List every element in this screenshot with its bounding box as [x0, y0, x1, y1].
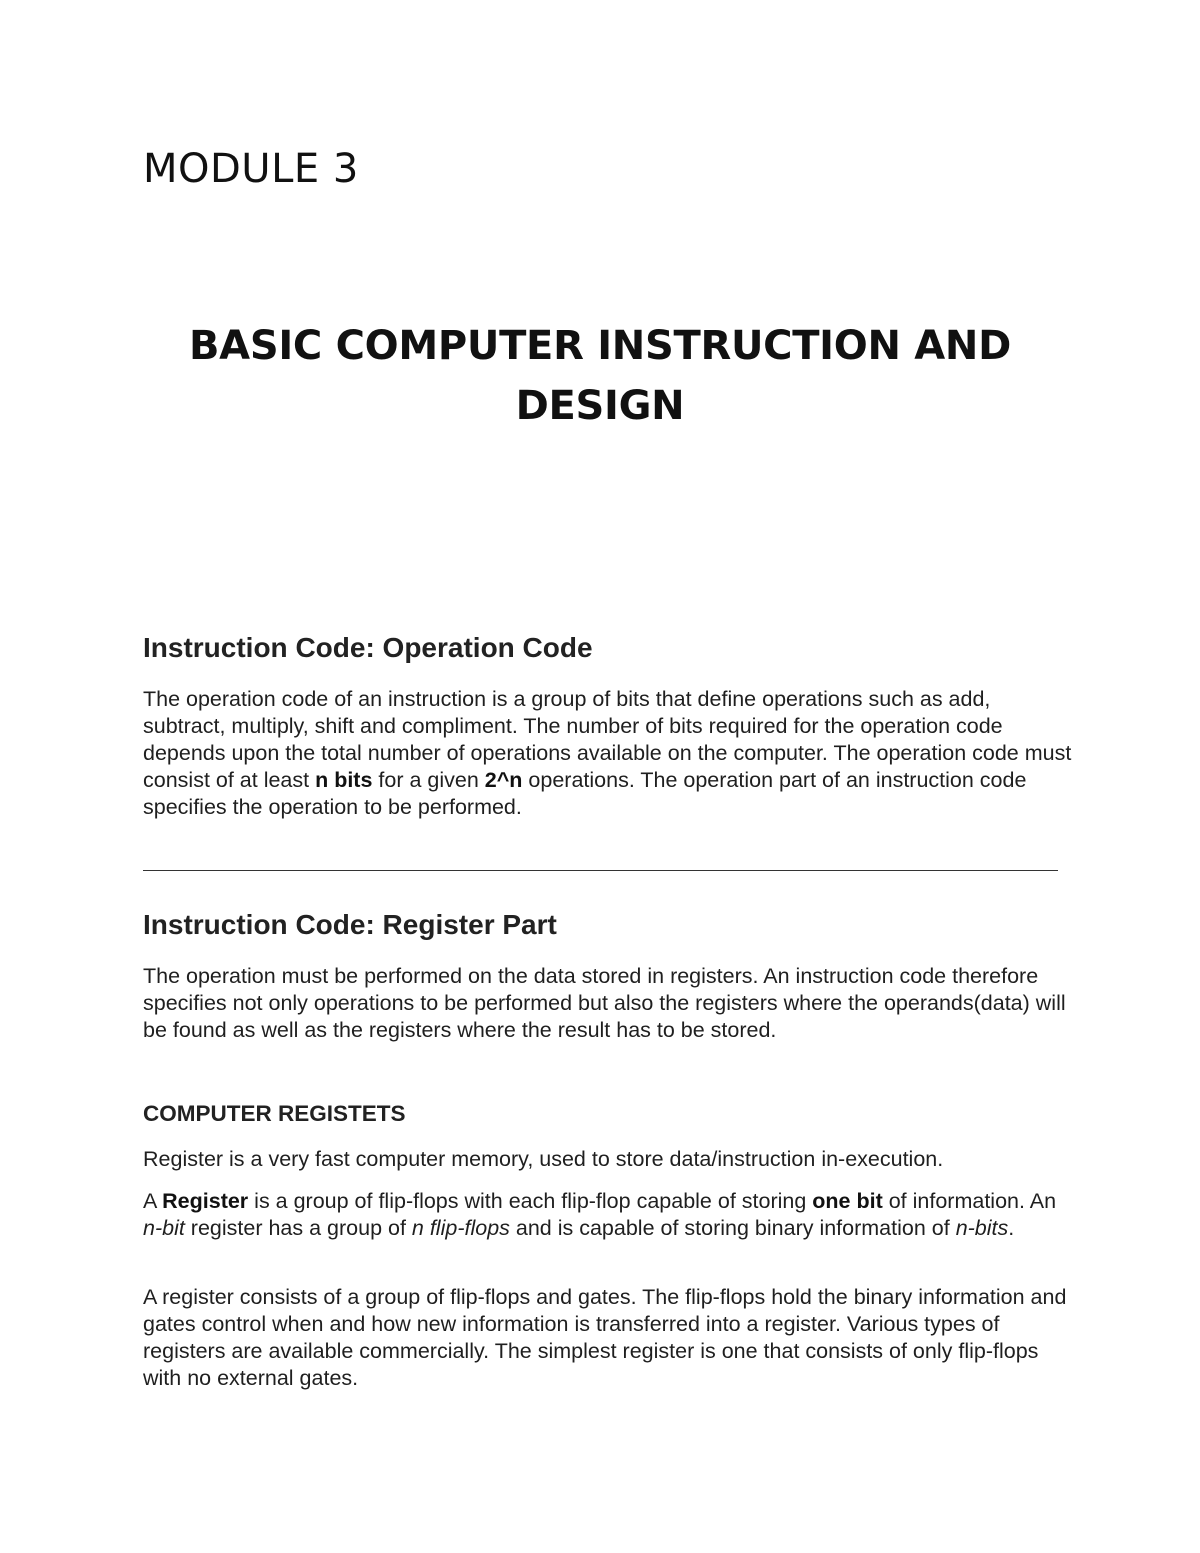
- italic-term-n-bit: n-bit: [143, 1216, 185, 1240]
- section-heading-computer-registers: COMPUTER REGISTETS: [143, 1101, 406, 1126]
- module-title: MODULE 3: [143, 146, 359, 192]
- bold-term-n-bits: n bits: [315, 768, 373, 792]
- main-title: [140, 316, 1060, 436]
- paragraph-register-part: The operation must be performed on the data stored in registers. An instruction code therefore specifies not only operations to be performed but also the registers where the operands(data) will be found as well as the registers where the result has to be stored.: [143, 964, 1066, 1042]
- paragraph-text: A: [143, 1189, 163, 1213]
- paragraph-text: of information. An: [882, 1189, 1057, 1213]
- paragraph-text: and is capable of storing binary information of: [509, 1216, 956, 1240]
- bold-term-register: Register: [162, 1189, 249, 1213]
- main-title-line-1: BASIC COMPUTER INSTRUCTION AND: [188, 323, 1012, 369]
- paragraph-text: operations. The operation part of an instruction code specifies the operation to be performed.: [143, 768, 1027, 819]
- paragraph-operation-code: [143, 686, 1073, 821]
- bold-term-2-power-n: 2^n: [484, 768, 523, 792]
- paragraph-register-gates: A register consists of a group of flip-flops and gates. The flip-flops hold the binary information and gates control when and how new information is transferred into a register. Various types of registers are available commercially. The simplest register is one that consists of only flip-flops with no external gates.: [143, 1285, 1067, 1390]
- italic-term-n-flip-flops: n flip-flops: [411, 1216, 510, 1240]
- paragraph-register-definition: Register is a very fast computer memory, used to store data/instruction in-execution.: [143, 1147, 944, 1171]
- paragraph-text: register has a group of: [184, 1216, 412, 1240]
- paragraph-text: .: [1008, 1216, 1015, 1240]
- bold-term-one-bit: one bit: [812, 1189, 883, 1213]
- main-title-line-2: DESIGN: [515, 383, 685, 429]
- section-heading-operation-code: Instruction Code: Operation Code: [143, 632, 593, 663]
- section-heading-register-part: Instruction Code: Register Part: [143, 909, 557, 940]
- horizontal-divider: [143, 870, 1058, 871]
- paragraph-register-flip-flops: [143, 1188, 1073, 1242]
- paragraph-text: is a group of flip-flops with each flip-flop capable of storing: [248, 1189, 813, 1213]
- paragraph-text: The operation code of an instruction is a group of bits that define operations such as add, subtract, multiply, shift and compliment. The number of bits required for the operation code depends upon the total number of operations available on the computer. The operation code must consist of at least: [143, 687, 1072, 792]
- italic-term-n-bits: n-bits: [955, 1216, 1009, 1240]
- paragraph-text: for a given: [372, 768, 485, 792]
